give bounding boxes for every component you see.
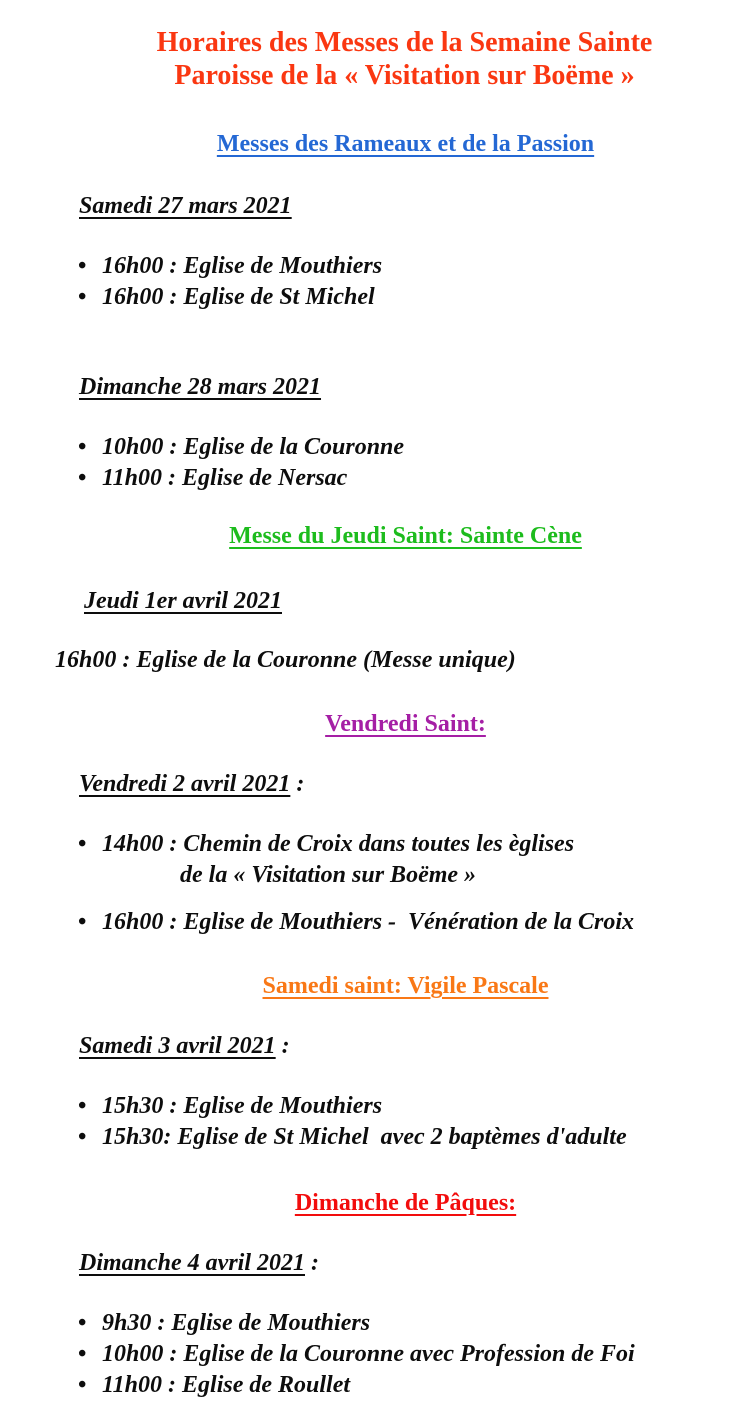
- bullet-icon: •: [78, 434, 87, 460]
- list-item-text: 15h30 : Eglise de Mouthiers: [102, 1093, 383, 1119]
- list-item: [78, 432, 731, 463]
- list-item-text: 11h00 : Eglise de Nersac: [102, 465, 348, 491]
- list-item-text: 16h00 : Eglise de Mouthiers - Vénération de la Croix: [102, 909, 635, 935]
- bullet-icon: •: [78, 284, 87, 310]
- list-item-text: 11h00 : Eglise de Roullet: [102, 1372, 351, 1398]
- list-item-text: 16h00 : Eglise de St Michel: [102, 284, 375, 310]
- section-heading-text: Messes des Rameaux et de la Passion: [216, 131, 595, 157]
- date-text: Samedi 3 avril 2021: [79, 1033, 276, 1059]
- date-dimanche-4: [55, 1218, 731, 1308]
- bullet-icon: •: [78, 831, 87, 857]
- list-item-text: 10h00 : Eglise de la Couronne avec Profession de Foi: [102, 1341, 635, 1367]
- list-item: [78, 1370, 731, 1401]
- list-item-continuation: de la « Visitation sur Boëme »: [180, 862, 477, 888]
- date-samedi-3: [55, 1001, 731, 1091]
- document-title: [0, 0, 731, 92]
- bullet-icon: •: [78, 1372, 87, 1398]
- date-suffix: :: [290, 771, 305, 797]
- bullet-icon: •: [78, 253, 87, 279]
- list-item: [78, 282, 731, 313]
- list-item: [78, 463, 731, 494]
- section-heading-rameaux: [0, 129, 731, 159]
- bullet-icon: •: [78, 1093, 87, 1119]
- date-suffix: :: [305, 1250, 319, 1276]
- bullet-icon: •: [78, 1310, 87, 1336]
- date-jeudi-1er: [60, 556, 731, 646]
- date-text: Jeudi 1er avril 2021: [84, 588, 282, 614]
- list-item: [78, 251, 731, 282]
- list-item: [78, 1091, 731, 1122]
- list-item: [78, 1122, 731, 1153]
- list-item-text: 15h30: Eglise de St Michel avec 2 baptèmes d'adulte: [102, 1124, 627, 1150]
- date-text: Vendredi 2 avril 2021: [79, 771, 291, 797]
- title-line-2: Paroisse de la « Visitation sur Boëme »: [174, 60, 635, 91]
- section-heading-text: Samedi saint: Vigile Pascale: [262, 973, 549, 999]
- title-line-1: Horaires des Messes de la Semaine Sainte: [156, 27, 653, 58]
- bullet-icon: •: [78, 909, 87, 935]
- section-heading-vendredi-saint: [0, 709, 731, 739]
- section-heading-text: Vendredi Saint:: [325, 711, 486, 737]
- list-item-text: 14h00 : Chemin de Croix dans toutes les èglises: [102, 831, 575, 857]
- date-text: Samedi 27 mars 2021: [79, 193, 292, 219]
- bullet-icon: •: [78, 465, 87, 491]
- bullet-icon: •: [78, 1341, 87, 1367]
- section-heading-paques: [0, 1188, 731, 1218]
- date-suffix: :: [275, 1033, 290, 1059]
- bullet-icon: •: [78, 1124, 87, 1150]
- schedule-line: 16h00 : Eglise de la Couronne (Messe unique): [55, 647, 516, 673]
- list-item-text: 10h00 : Eglise de la Couronne: [102, 434, 405, 460]
- list-item: [78, 1339, 731, 1370]
- date-samedi-27: [55, 161, 731, 251]
- date-vendredi-2: [55, 739, 731, 829]
- date-text: Dimanche 28 mars 2021: [79, 374, 322, 400]
- list-item: [78, 1308, 731, 1339]
- section-heading-text: Dimanche de Pâques:: [294, 1190, 517, 1216]
- date-text: Dimanche 4 avril 2021: [79, 1250, 305, 1276]
- list-item: [78, 829, 731, 860]
- list-item-text: 16h00 : Eglise de Mouthiers: [102, 253, 383, 279]
- section-heading-text: Messe du Jeudi Saint: Sainte Cène: [229, 523, 582, 549]
- section-heading-samedi-saint: [0, 971, 731, 1001]
- list-item-text: 9h30 : Eglise de Mouthiers: [102, 1310, 371, 1336]
- list-item: [78, 907, 731, 938]
- date-dimanche-28: [55, 342, 731, 432]
- section-heading-jeudi-saint: [0, 521, 731, 551]
